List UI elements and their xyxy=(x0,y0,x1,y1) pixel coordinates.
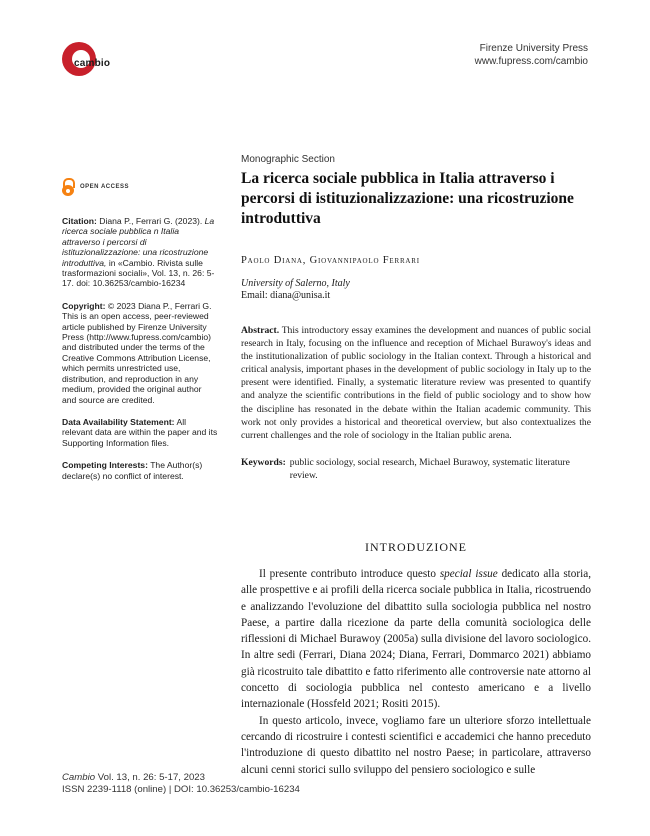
footer-journal-line xyxy=(62,772,300,784)
footer-issn: ISSN 2239-1118 (online) | DOI: 10.36253/cambio-16234 xyxy=(62,784,300,795)
citation-authors: Diana P., Ferrari G. (2023). xyxy=(99,216,203,226)
open-access-label: OPEN ACCESS xyxy=(80,183,129,190)
author-email: Email: diana@unisa.it xyxy=(241,290,331,301)
cambio-logo xyxy=(60,42,120,82)
publisher-url[interactable]: www.fupress.com/cambio xyxy=(474,56,588,67)
open-access-badge xyxy=(62,178,218,196)
abstract-label: Abstract. xyxy=(241,325,280,336)
body-paragraph: In questo articolo, invece, vogliamo fare un ulteriore sforzo intellettuale cercando di ricostruire i contesti scientifici e accademici che hanno preceduto l'introduzione di questo dibattito nel nostro Paese; in particolare, attraverso alcuni cenni storici sullo sviluppo del pensiero sociologico e sulle xyxy=(241,714,591,776)
keywords-text: public sociology, social research, Michael Burawoy, systematic literature review. xyxy=(289,456,570,481)
abstract xyxy=(241,324,591,442)
article-authors: Paolo Diana, Giovannipaolo Ferrari xyxy=(241,255,420,266)
keywords-label: Keywords: xyxy=(241,456,286,468)
open-access-icon xyxy=(62,178,74,196)
competing-interests-block xyxy=(62,460,218,481)
footer-volume: Vol. 13, n. 26: 5-17, 2023 xyxy=(97,772,205,783)
section-heading: INTRODUZIONE xyxy=(365,540,467,554)
citation-label: Citation: xyxy=(62,216,97,226)
citation-block xyxy=(62,216,218,289)
footer-journal: Cambio xyxy=(62,772,96,783)
data-availability-label: Data Availability Statement: xyxy=(62,416,175,427)
publisher-info xyxy=(475,42,588,68)
article-title: La ricerca sociale pubblica in Italia attraverso i percorsi di istituzionalizzazione: una ricostruzione introduttiva xyxy=(241,170,574,227)
article-sidebar xyxy=(62,178,218,493)
publisher-name: Firenze University Press xyxy=(479,43,588,54)
copyright-label: Copyright: xyxy=(62,300,106,311)
competing-interests-text: The Author(s) declare(s) no conflict of interest. xyxy=(62,460,203,481)
copyright-text: © 2023 Diana P., Ferrari G. This is an open access, peer-reviewed article published by Firenze University Press (http://www.fupress.com/cambio) and distributed under the terms of the Creative Commons Attribution License, which permits unrestricted use, distribution, and reproduction in any medium, provided the original author and source are credited. xyxy=(62,300,212,405)
copyright-block xyxy=(62,301,218,405)
data-availability-text: All relevant data are within the paper and its Supporting Information files. xyxy=(62,416,218,448)
data-availability-block xyxy=(62,417,218,448)
keywords xyxy=(241,456,591,482)
abstract-text: This introductory essay examines the development and nuances of public social research in Italy, focusing on the influence and reception of Michael Burawoy's ideas and the institutionalization of public sociology in the Italian context. Through a historical and critical analysis, important phases in the development of public sociology in Italy up to the present were identified. Finally, a systematic literature review was presented to quantify and analyze the scientific contributions in the field of public sociology and to show how the discipline has resonated in the debate within the Italian academic community. This work not only provides a historical and theoretical overview, but also contextualizes the current challenges and the role of sociology in the Italian public arena. xyxy=(241,325,591,441)
page-footer xyxy=(62,772,300,796)
article-body xyxy=(241,566,591,778)
section-label: Monographic Section xyxy=(241,154,335,165)
article-header xyxy=(241,154,591,482)
logo-text: cambio xyxy=(74,58,111,69)
author-affiliation: University of Salerno, Italy xyxy=(241,278,350,289)
competing-interests-label: Competing Interests: xyxy=(62,460,148,471)
body-paragraph: Il presente contributo introduce questo special issue dedicato alla storia, alle prospettive e ai profili della ricerca sociale pubblica in Italia, ricostruendo e analizzando l'evoluzione del dibattito sulla sociologia pubblica nel nostro Paese, a partire dalla ricezione da parte della comunità sociologica delle riflessioni di Michael Burawoy (2005a) sulla divisione del lavoro sociologico. In altre sedi (Ferrari, Diana 2024; Diana, Ferrari, Dommarco 2021) abbiamo già ricostruito tale dibattito e fatto riferimento alle controversie nate attorno al concetto di sociologia pubblica nel contesto americano e a livello internazionale (Hossfeld 2021; Rositi 2015). xyxy=(241,568,591,711)
citation-source: in «Cambio. Rivista sulle trasformazioni sociali», Vol. 13, n. 26: 5-17. doi: 10.36253/cambio-16234 xyxy=(62,257,215,289)
emphasis-text: special issue xyxy=(439,568,498,580)
citation-title: La ricerca sociale pubblica n Italia attraverso i percorsi di istituzionalizzazione: una ricostruzione introduttiva, xyxy=(62,216,215,268)
